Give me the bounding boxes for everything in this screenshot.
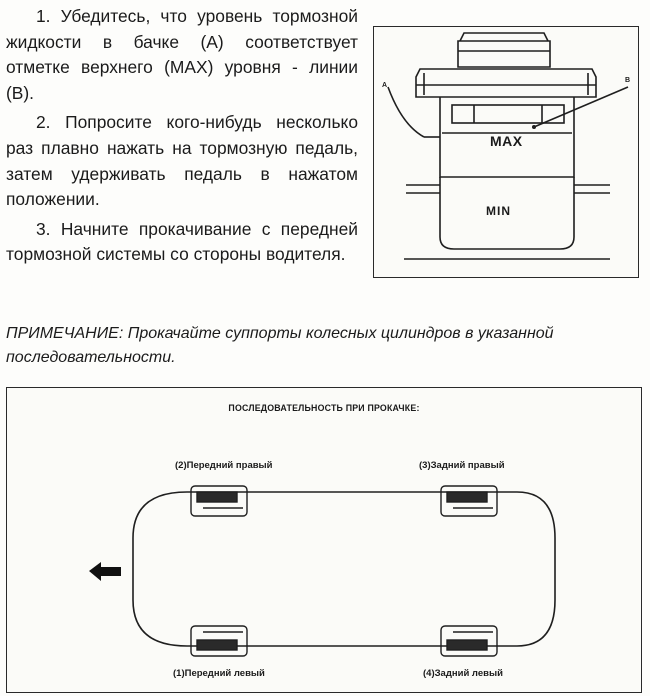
wheel-front-left [191, 626, 247, 656]
car-outline-drawing [7, 388, 643, 694]
reservoir-drawing [374, 27, 640, 279]
direction-arrow-icon [89, 562, 121, 581]
wheel-rear-left [441, 626, 497, 656]
wheel-front-right [191, 486, 247, 516]
sequence-title: ПОСЛЕДОВАТЕЛЬНОСТЬ ПРИ ПРОКАЧКЕ: [228, 403, 420, 413]
note-text: ПРИМЕЧАНИЕ: Прокачайте суппорты колесных цилиндров в указанной последовательности. [6, 325, 554, 366]
bleeding-sequence-figure [6, 387, 642, 693]
step-1: 1. Убедитесь, что уровень тормозной жидкости в бачке (А) соответствует отметке верхнего (MAX) уровня - линии (В). [6, 6, 358, 103]
min-mark: MIN [486, 204, 511, 218]
brake-fluid-reservoir-figure [373, 26, 639, 278]
label-rear-left: (4)Задний левый [423, 668, 503, 679]
step-2: 2. Попросите кого-нибудь несколько раз плавно нажать на тормозную педаль, затем удерживать педаль в нажатом положении. [6, 112, 358, 210]
step-3: 3. Начните прокачивание с передней тормозной системы со стороны водителя. [6, 218, 358, 265]
wheel-rear-right [441, 486, 497, 516]
label-rear-right: (3)Задний правый [419, 460, 505, 471]
label-b: B [625, 77, 631, 84]
max-mark: MAX [490, 133, 523, 149]
label-a: A [382, 82, 388, 89]
label-front-right: (2)Передний правый [175, 460, 273, 471]
label-front-left: (1)Передний левый [173, 668, 265, 679]
instruction-steps [6, 4, 358, 272]
